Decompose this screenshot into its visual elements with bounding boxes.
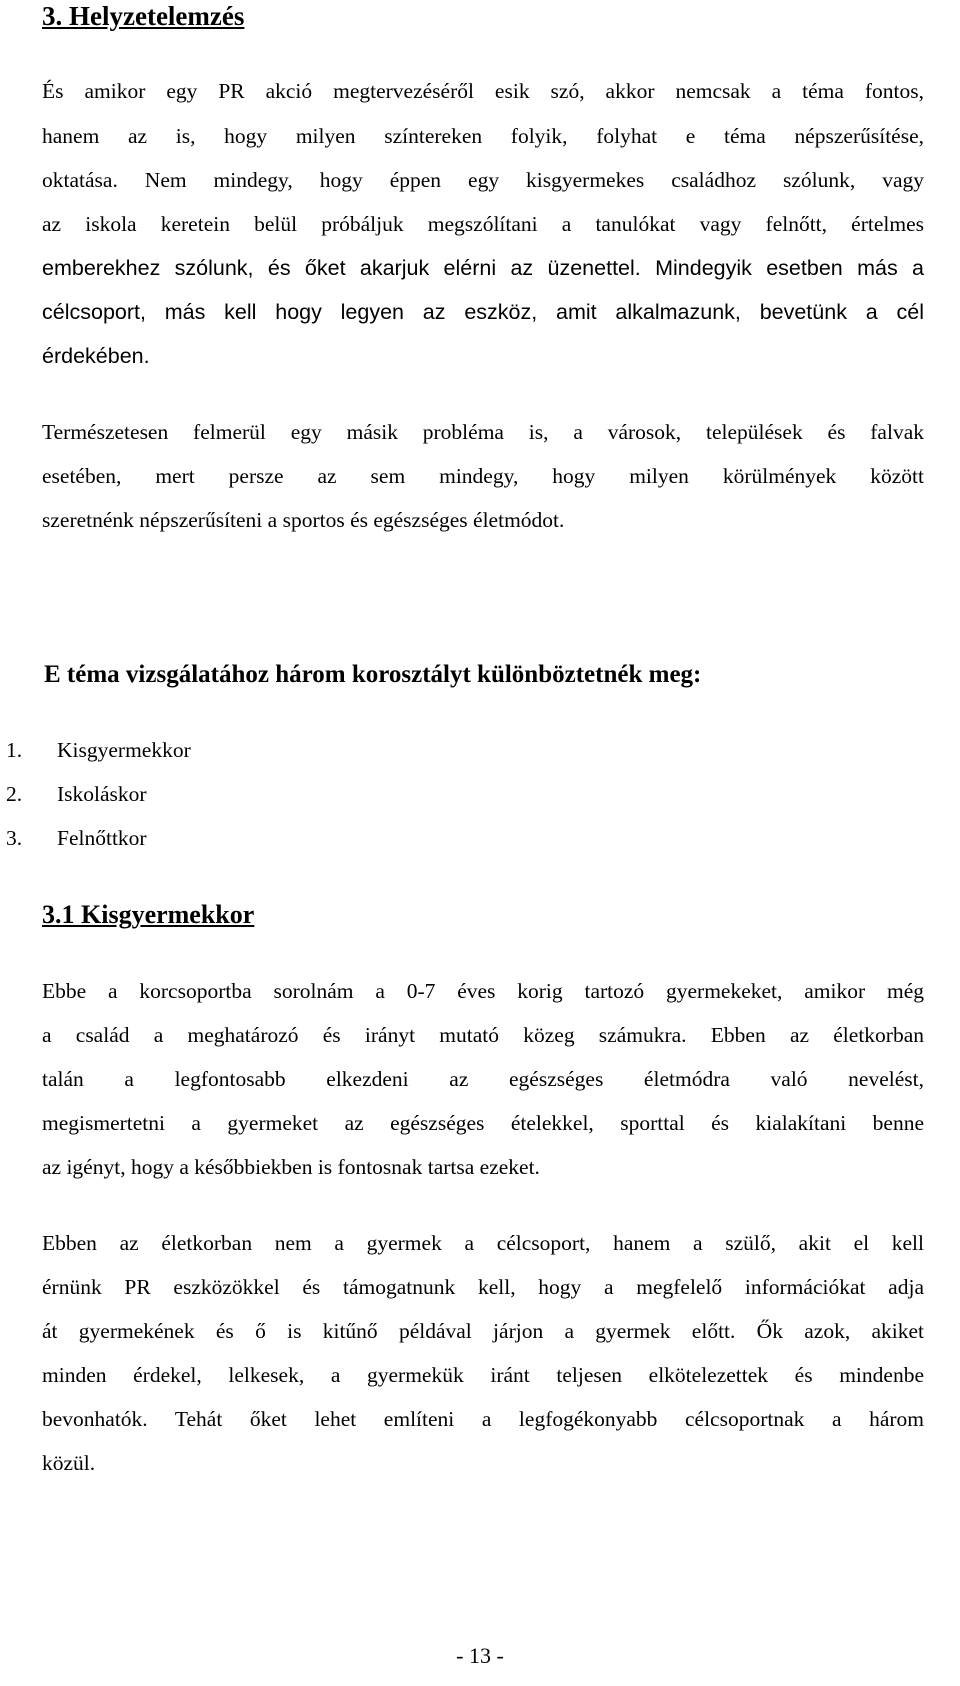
paragraph-line: Ebbe a korcsoportba sorolnám a 0-7 éves korig tartozó gyermekeket, amikor még [42,979,924,1003]
paragraph-line: És amikor egy PR akció megtervezéséről esik szó, akkor nemcsak a téma fontos, [42,79,924,103]
list-number: 1. [6,738,23,762]
paragraph-line: szeretnénk népszerűsíteni a sportos és egészséges életmódot. [42,508,565,532]
age-groups-heading: E téma vizsgálatához három korosztályt különböztetnék meg: [44,661,702,688]
list-number: 2. [6,782,23,806]
paragraph-line: minden érdekel, lelkesek, a gyermekük iránt teljesen elkötelezettek és mindenbe [42,1363,924,1387]
page-number: - 13 - [456,1643,504,1668]
paragraph-line: célcsoport, más kell hogy legyen az eszköz, amit alkalmazunk, bevetünk a cél [42,300,924,324]
paragraph-line: érdekében. [42,344,150,368]
paragraph-line: bevonhatók. Tehát őket lehet említeni a legfogékonyabb célcsoportnak a három [42,1407,924,1431]
paragraph-line: Ebben az életkorban nem a gyermek a célcsoport, hanem a szülő, akit el kell [42,1231,924,1255]
paragraph-line: az igényt, hogy a későbbiekben is fontosnak tartsa ezeket. [42,1155,540,1179]
list-number: 3. [6,826,23,850]
paragraph-line: hanem az is, hogy milyen színtereken folyik, folyhat e téma népszerűsítése, [42,124,924,148]
paragraph-line: emberekhez szólunk, és őket akarjuk elérni az üzenettel. Mindegyik esetben más a [42,256,924,280]
list-text: Kisgyermekkor [57,738,191,762]
paragraph-line: az iskola keretein belül próbáljuk megszólítani a tanulókat vagy felnőtt, értelmes [42,212,924,236]
paragraph-line: a család a meghatározó és irányt mutató közeg számukra. Ebben az életkorban [42,1023,924,1047]
paragraph-line: át gyermekének és ő is kitűnő példával járjon a gyermek előtt. Ők azok, akiket [42,1319,924,1343]
paragraph-line: talán a legfontosabb elkezdeni az egészséges életmódra való nevelést, [42,1067,924,1091]
list-text: Iskoláskor [57,782,147,806]
paragraph-line: oktatása. Nem mindegy, hogy éppen egy kisgyermekes családhoz szólunk, vagy [42,168,924,192]
subsection-title: 3.1 Kisgyermekkor [42,900,255,929]
paragraph-line: közül. [42,1451,96,1475]
paragraph-line: Természetesen felmerül egy másik probléma is, a városok, települések és falvak [42,420,924,444]
paragraph-line: megismertetni a gyermeket az egészséges ételekkel, sporttal és kialakítani benne [42,1111,924,1135]
list-text: Felnőttkor [57,826,147,850]
section-title: 3. Helyzetelemzés [42,1,245,31]
paragraph-line: érnünk PR eszközökkel és támogatnunk kell, hogy a megfelelő információkat adja [42,1275,924,1299]
paragraph-line: esetében, mert persze az sem mindegy, hogy milyen körülmények között [42,464,924,488]
